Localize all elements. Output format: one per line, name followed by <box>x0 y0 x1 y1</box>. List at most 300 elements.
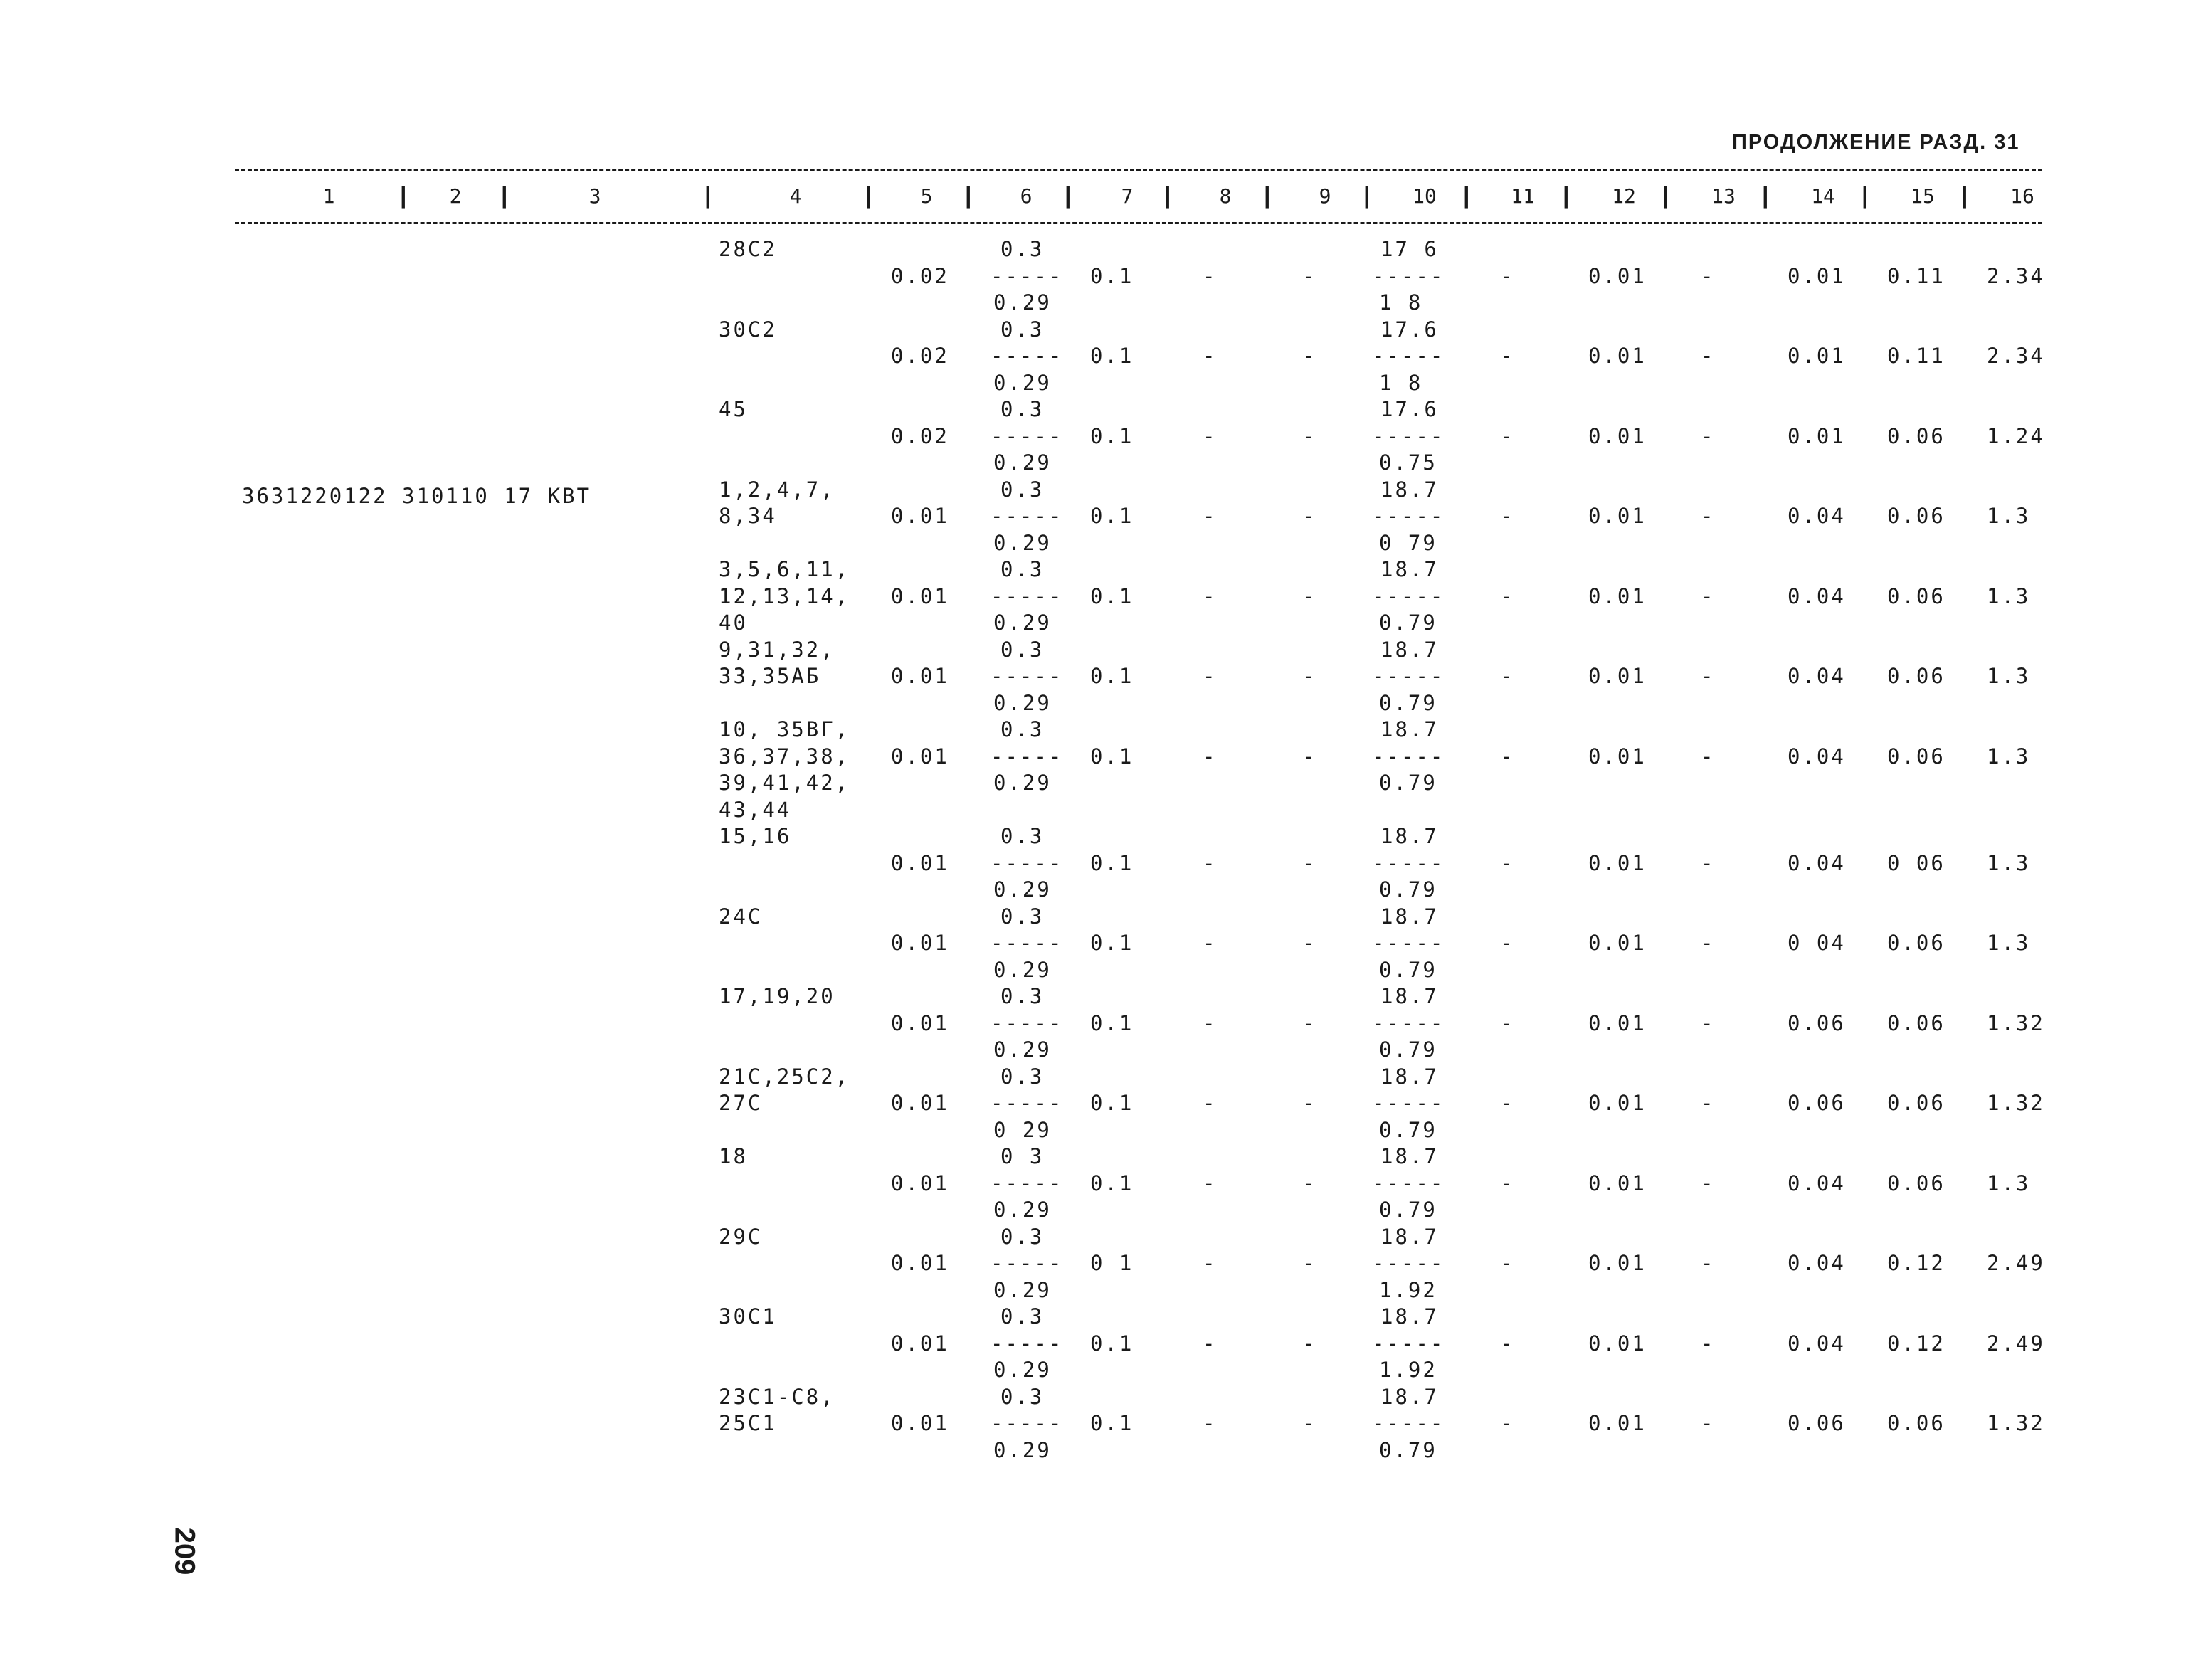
cell-col7: 0.1 <box>1090 850 1134 875</box>
cell-col6-denominator: 0.29 <box>993 1037 1052 1062</box>
cell-col13: - <box>1701 263 1716 288</box>
cell-col10-denominator: 0.79 <box>1379 1437 1437 1462</box>
column-number-7: 7 <box>1121 184 1134 208</box>
cell-col10-numerator: 18.7 <box>1380 717 1439 741</box>
cell-col5: 0.01 <box>891 504 949 528</box>
fraction-bar: ----- <box>991 744 1064 768</box>
row-designation: 30С1 <box>719 1304 777 1328</box>
row-designation: 18 <box>719 1144 748 1168</box>
cell-col12: 0.01 <box>1588 504 1647 528</box>
cell-col14: 0.04 <box>1788 1331 1846 1356</box>
column-number-2: 2 <box>449 184 462 208</box>
cell-col7: 0.1 <box>1090 1411 1134 1435</box>
fraction-bar: ----- <box>991 931 1064 955</box>
cell-col10-numerator: 18.7 <box>1380 1224 1439 1249</box>
cell-col14: 0.01 <box>1788 263 1846 288</box>
fraction-bar: ----- <box>1372 1411 1445 1435</box>
cell-col12: 0.01 <box>1588 850 1647 875</box>
fraction-bar: ----- <box>991 1171 1064 1195</box>
column-number-13: 13 <box>1711 184 1736 208</box>
column-separator: | <box>1662 182 1669 209</box>
column-number-8: 8 <box>1219 184 1232 208</box>
fraction-bar: ----- <box>991 263 1064 288</box>
fraction-bar: ----- <box>1372 664 1445 688</box>
column-separator: | <box>1065 182 1072 209</box>
fraction-bar: ----- <box>991 850 1064 875</box>
cell-col6-numerator: 0.3 <box>1000 397 1045 421</box>
cell-col13: - <box>1701 664 1716 688</box>
cell-col15: 0.06 <box>1887 744 1945 768</box>
cell-col14: 0.06 <box>1788 1010 1846 1035</box>
fraction-bar: ----- <box>1372 744 1445 768</box>
row-designation: 40 <box>719 611 748 635</box>
column-separator: | <box>1164 182 1171 209</box>
column-separator: | <box>1961 182 1968 209</box>
cell-col8: - <box>1203 850 1218 875</box>
cell-col7: 0.1 <box>1090 1010 1134 1035</box>
cell-col7: 0.1 <box>1090 744 1134 768</box>
cell-col15: 0.06 <box>1887 423 1945 448</box>
column-separator: | <box>1563 182 1570 209</box>
cell-col6-denominator: 0.29 <box>993 370 1052 395</box>
cell-col10-numerator: 18.7 <box>1380 984 1439 1008</box>
column-number-9: 9 <box>1319 184 1331 208</box>
cell-col6-numerator: 0.3 <box>1000 824 1045 848</box>
cell-col9: - <box>1302 850 1317 875</box>
cell-col5: 0.01 <box>891 1010 949 1035</box>
cell-col8: - <box>1203 583 1218 608</box>
cell-col11: - <box>1500 1171 1515 1195</box>
cell-col12: 0.01 <box>1588 1331 1647 1356</box>
cell-col9: - <box>1302 1331 1317 1356</box>
cell-col16: 2.49 <box>1987 1251 2045 1275</box>
cell-col11: - <box>1500 263 1515 288</box>
column-number-16: 16 <box>2010 184 2034 208</box>
cell-col9: - <box>1302 423 1317 448</box>
cell-col9: - <box>1302 583 1317 608</box>
cell-col9: - <box>1302 744 1317 768</box>
cell-col6-numerator: 0.3 <box>1000 237 1045 261</box>
cell-col16: 1.32 <box>1987 1411 2045 1435</box>
cell-col5: 0.02 <box>891 263 949 288</box>
cell-col6-numerator: 0.3 <box>1000 557 1045 581</box>
cell-col16: 1.3 <box>1987 850 2031 875</box>
cell-col15: 0 06 <box>1887 850 1945 875</box>
cell-col7: 0.1 <box>1090 1171 1134 1195</box>
cell-col12: 0.01 <box>1588 583 1647 608</box>
cell-col12: 0.01 <box>1588 1171 1647 1195</box>
cell-col8: - <box>1203 1411 1218 1435</box>
cell-col8: - <box>1203 1091 1218 1115</box>
cell-col16: 1.24 <box>1987 423 2045 448</box>
cell-col14: 0.04 <box>1788 504 1846 528</box>
cell-col8: - <box>1203 1251 1218 1275</box>
column-separator: | <box>704 182 712 209</box>
cell-col14: 0 04 <box>1788 931 1846 955</box>
column-number-10: 10 <box>1413 184 1437 208</box>
fraction-bar: ----- <box>1372 1010 1445 1035</box>
cell-col10-numerator: 18.7 <box>1380 1384 1439 1409</box>
cell-col15: 0.12 <box>1887 1251 1945 1275</box>
cell-col10-numerator: 17.6 <box>1380 397 1439 421</box>
cell-col12: 0.01 <box>1588 744 1647 768</box>
cell-col8: - <box>1203 504 1218 528</box>
cell-col6-numerator: 0.3 <box>1000 1304 1045 1328</box>
cell-col5: 0.01 <box>891 931 949 955</box>
fraction-bar: ----- <box>1372 344 1445 368</box>
cell-col13: - <box>1701 850 1716 875</box>
cell-col10-numerator: 18.7 <box>1380 1144 1439 1168</box>
cell-col13: - <box>1701 931 1716 955</box>
cell-col10-numerator: 18.7 <box>1380 1304 1439 1328</box>
cell-col7: 0.1 <box>1090 504 1134 528</box>
row-designation: 28С2 <box>719 237 777 261</box>
page-number: 209 <box>169 1527 201 1575</box>
column-separator: | <box>1264 182 1271 209</box>
fraction-bar: ----- <box>991 664 1064 688</box>
cell-col11: - <box>1500 744 1515 768</box>
cell-col16: 1.3 <box>1987 1171 2031 1195</box>
column-separator: | <box>501 182 508 209</box>
cell-col9: - <box>1302 1010 1317 1035</box>
cell-col9: - <box>1302 1091 1317 1115</box>
cell-col6-denominator: 0.29 <box>993 771 1052 795</box>
cell-col8: - <box>1203 1171 1218 1195</box>
cell-col10-denominator: 0.79 <box>1379 1037 1437 1062</box>
fraction-bar: ----- <box>991 1251 1064 1275</box>
cell-col8: - <box>1203 1331 1218 1356</box>
cell-col6-numerator: 0.3 <box>1000 317 1045 342</box>
column-separator: | <box>1363 182 1371 209</box>
cell-col16: 2.34 <box>1987 263 2045 288</box>
cell-col6-denominator: 0.29 <box>993 611 1052 635</box>
cell-col10-numerator: 17 6 <box>1380 237 1439 261</box>
column-separator: | <box>1862 182 1869 209</box>
cell-col13: - <box>1701 1411 1716 1435</box>
cell-col12: 0.01 <box>1588 263 1647 288</box>
cell-col12: 0.01 <box>1588 344 1647 368</box>
column-number-6: 6 <box>1020 184 1033 208</box>
cell-col13: - <box>1701 1091 1716 1115</box>
fraction-bar: ----- <box>1372 1091 1445 1115</box>
cell-col12: 0.01 <box>1588 931 1647 955</box>
column-number-14: 14 <box>1811 184 1835 208</box>
cell-col15: 0.06 <box>1887 1411 1945 1435</box>
column-separator: | <box>1463 182 1470 209</box>
cell-col7: 0 1 <box>1090 1251 1134 1275</box>
fraction-bar: ----- <box>991 423 1064 448</box>
cell-col15: 0.06 <box>1887 583 1945 608</box>
fraction-bar: ----- <box>1372 1331 1445 1356</box>
column-separator: | <box>865 182 872 209</box>
cell-col6-denominator: 0.29 <box>993 877 1052 902</box>
cell-col7: 0.1 <box>1090 423 1134 448</box>
fraction-bar: ----- <box>991 504 1064 528</box>
cell-col7: 0.1 <box>1090 1091 1134 1115</box>
fraction-bar: ----- <box>1372 850 1445 875</box>
cell-col6-denominator: 0.29 <box>993 450 1052 475</box>
cell-col13: - <box>1701 423 1716 448</box>
cell-col11: - <box>1500 931 1515 955</box>
cell-col15: 0.06 <box>1887 1091 1945 1115</box>
cell-col11: - <box>1500 1411 1515 1435</box>
cell-col11: - <box>1500 504 1515 528</box>
cell-col11: - <box>1500 423 1515 448</box>
cell-col6-numerator: 0.3 <box>1000 984 1045 1008</box>
cell-col10-numerator: 18.7 <box>1380 824 1439 848</box>
cell-col9: - <box>1302 504 1317 528</box>
row-designation: 15,16 <box>719 824 792 848</box>
cell-col7: 0.1 <box>1090 931 1134 955</box>
cell-col7: 0.1 <box>1090 664 1134 688</box>
cell-col15: 0.06 <box>1887 504 1945 528</box>
row-designation: 33,35АБ <box>719 664 821 688</box>
cell-col13: - <box>1701 583 1716 608</box>
cell-col16: 1.3 <box>1987 931 2031 955</box>
cell-col6-denominator: 0.29 <box>993 1437 1052 1462</box>
cell-col16: 1.32 <box>1987 1091 2045 1115</box>
cell-col14: 0.04 <box>1788 583 1846 608</box>
cell-col6-denominator: 0.29 <box>993 1277 1052 1302</box>
cell-col10-denominator: 0.79 <box>1379 771 1437 795</box>
cell-col14: 0.04 <box>1788 850 1846 875</box>
row-designation: 8,34 <box>719 504 777 528</box>
cell-col14: 0.01 <box>1788 423 1846 448</box>
cell-col10-denominator: 1 8 <box>1379 290 1423 315</box>
cell-col5: 0.01 <box>891 850 949 875</box>
cell-col8: - <box>1203 1010 1218 1035</box>
cell-col16: 1.3 <box>1987 744 2031 768</box>
row-designation: 43,44 <box>719 797 792 822</box>
fraction-bar: ----- <box>991 1010 1064 1035</box>
fraction-bar: ----- <box>1372 1251 1445 1275</box>
fraction-bar: ----- <box>991 1091 1064 1115</box>
row-designation: 23С1-С8, <box>719 1384 835 1409</box>
cell-col6-numerator: 0.3 <box>1000 477 1045 502</box>
cell-col6-denominator: 0.29 <box>993 690 1052 715</box>
cell-col6-denominator: 0.29 <box>993 957 1052 982</box>
cell-col13: - <box>1701 1010 1716 1035</box>
fraction-bar: ----- <box>1372 583 1445 608</box>
cell-col6-numerator: 0.3 <box>1000 1064 1045 1089</box>
cell-col12: 0.01 <box>1588 664 1647 688</box>
cell-col6-numerator: 0.3 <box>1000 717 1045 741</box>
cell-col10-denominator: 1.92 <box>1379 1358 1437 1382</box>
cell-col9: - <box>1302 263 1317 288</box>
cell-col13: - <box>1701 504 1716 528</box>
cell-col13: - <box>1701 1171 1716 1195</box>
cell-col6-numerator: 0.3 <box>1000 637 1045 662</box>
column-number-3: 3 <box>588 184 601 208</box>
section-title: ПРОДОЛЖЕНИЕ РАЗД. 31 <box>1732 131 2020 154</box>
cell-col10-denominator: 0.79 <box>1379 611 1437 635</box>
fraction-bar: ----- <box>1372 504 1445 528</box>
cell-col5: 0.01 <box>891 744 949 768</box>
header-bottom-rule <box>235 222 2042 224</box>
row-designation: 36,37,38, <box>719 744 850 768</box>
cell-col14: 0.06 <box>1788 1411 1846 1435</box>
cell-col10-denominator: 1.92 <box>1379 1277 1437 1302</box>
cell-col12: 0.01 <box>1588 1251 1647 1275</box>
cell-col13: - <box>1701 744 1716 768</box>
row-designation: 27С <box>719 1091 763 1115</box>
cell-col10-denominator: 0.79 <box>1379 877 1437 902</box>
cell-col15: 0.12 <box>1887 1331 1945 1356</box>
row-designation: 3,5,6,11, <box>719 557 850 581</box>
cell-col11: - <box>1500 1251 1515 1275</box>
cell-col5: 0.01 <box>891 1331 949 1356</box>
cell-col11: - <box>1500 850 1515 875</box>
cell-col8: - <box>1203 931 1218 955</box>
row-designation: 45 <box>719 397 748 421</box>
cell-col11: - <box>1500 583 1515 608</box>
row-designation: 21С,25С2, <box>719 1064 850 1089</box>
cell-col16: 1.3 <box>1987 504 2031 528</box>
cell-col12: 0.01 <box>1588 1010 1647 1035</box>
cell-col10-numerator: 18.7 <box>1380 557 1439 581</box>
row-designation: 1,2,4,7, <box>719 477 835 502</box>
fraction-bar: ----- <box>991 583 1064 608</box>
cell-col14: 0.04 <box>1788 664 1846 688</box>
cell-col6-numerator: 0 3 <box>1000 1144 1045 1168</box>
cell-col10-numerator: 18.7 <box>1380 477 1439 502</box>
cell-col14: 0.01 <box>1788 344 1846 368</box>
cell-col14: 0.04 <box>1788 1251 1846 1275</box>
cell-col5: 0.01 <box>891 583 949 608</box>
fraction-bar: ----- <box>1372 931 1445 955</box>
fraction-bar: ----- <box>991 1331 1064 1356</box>
cell-col5: 0.01 <box>891 1091 949 1115</box>
cell-col8: - <box>1203 344 1218 368</box>
cell-col11: - <box>1500 664 1515 688</box>
cell-col11: - <box>1500 1010 1515 1035</box>
cell-col15: 0.11 <box>1887 263 1945 288</box>
column-separator: | <box>1762 182 1769 209</box>
cell-col13: - <box>1701 344 1716 368</box>
cell-col16: 1.32 <box>1987 1010 2045 1035</box>
cell-col7: 0.1 <box>1090 263 1134 288</box>
cell-col10-denominator: 0.79 <box>1379 957 1437 982</box>
cell-col8: - <box>1203 664 1218 688</box>
cell-col9: - <box>1302 344 1317 368</box>
cell-col7: 0.1 <box>1090 583 1134 608</box>
row-designation: 30С2 <box>719 317 777 342</box>
cell-col11: - <box>1500 1091 1515 1115</box>
cell-col7: 0.1 <box>1090 344 1134 368</box>
cell-col13: - <box>1701 1251 1716 1275</box>
cell-col6-numerator: 0.3 <box>1000 904 1045 929</box>
cell-col14: 0.06 <box>1788 1091 1846 1115</box>
cell-col9: - <box>1302 664 1317 688</box>
column-number-1: 1 <box>322 184 335 208</box>
column-number-4: 4 <box>789 184 802 208</box>
cell-col5: 0.01 <box>891 1171 949 1195</box>
cell-col9: - <box>1302 1411 1317 1435</box>
cell-col7: 0.1 <box>1090 1331 1134 1356</box>
column-number-11: 11 <box>1511 184 1535 208</box>
cell-col10-denominator: 0.79 <box>1379 1198 1437 1222</box>
cell-col15: 0.06 <box>1887 1171 1945 1195</box>
cell-col9: - <box>1302 1251 1317 1275</box>
cell-col15: 0.06 <box>1887 931 1945 955</box>
cell-col16: 2.34 <box>1987 344 2045 368</box>
cell-col8: - <box>1203 744 1218 768</box>
header-top-rule <box>235 169 2042 171</box>
row-designation: 10, 35ВГ, <box>719 717 850 741</box>
cell-col15: 0.11 <box>1887 344 1945 368</box>
cell-col10-denominator: 0 79 <box>1379 530 1437 555</box>
column-number-5: 5 <box>920 184 933 208</box>
cell-col6-denominator: 0.29 <box>993 290 1052 315</box>
row-designation: 9,31,32, <box>719 637 835 662</box>
fraction-bar: ----- <box>991 1411 1064 1435</box>
cell-col13: - <box>1701 1331 1716 1356</box>
column-number-15: 15 <box>1911 184 1935 208</box>
cell-col6-denominator: 0 29 <box>993 1117 1052 1142</box>
fraction-bar: ----- <box>1372 263 1445 288</box>
column-separator: | <box>400 182 407 209</box>
row-designation: 25С1 <box>719 1411 777 1435</box>
cell-col9: - <box>1302 1171 1317 1195</box>
group-label: 3631220122 310110 17 КВТ <box>242 484 592 508</box>
cell-col16: 1.3 <box>1987 583 2031 608</box>
cell-col12: 0.01 <box>1588 1411 1647 1435</box>
cell-col6-denominator: 0.29 <box>993 1198 1052 1222</box>
column-separator: | <box>965 182 972 209</box>
cell-col8: - <box>1203 423 1218 448</box>
cell-col14: 0.04 <box>1788 744 1846 768</box>
cell-col6-denominator: 0.29 <box>993 1358 1052 1382</box>
row-designation: 39,41,42, <box>719 771 850 795</box>
cell-col16: 1.3 <box>1987 664 2031 688</box>
fraction-bar: ----- <box>1372 423 1445 448</box>
cell-col11: - <box>1500 1331 1515 1356</box>
cell-col5: 0.01 <box>891 664 949 688</box>
cell-col10-denominator: 0.75 <box>1379 450 1437 475</box>
row-designation: 17,19,20 <box>719 984 835 1008</box>
cell-col16: 2.49 <box>1987 1331 2045 1356</box>
row-designation: 29С <box>719 1224 763 1249</box>
row-designation: 24С <box>719 904 763 929</box>
cell-col10-numerator: 17.6 <box>1380 317 1439 342</box>
cell-col5: 0.02 <box>891 344 949 368</box>
cell-col12: 0.01 <box>1588 423 1647 448</box>
cell-col5: 0.02 <box>891 423 949 448</box>
cell-col14: 0.04 <box>1788 1171 1846 1195</box>
row-designation: 12,13,14, <box>719 583 850 608</box>
cell-col10-denominator: 0.79 <box>1379 690 1437 715</box>
cell-col6-numerator: 0.3 <box>1000 1384 1045 1409</box>
cell-col10-numerator: 18.7 <box>1380 904 1439 929</box>
cell-col10-numerator: 18.7 <box>1380 637 1439 662</box>
cell-col10-denominator: 1 8 <box>1379 370 1423 395</box>
cell-col8: - <box>1203 263 1218 288</box>
cell-col15: 0.06 <box>1887 1010 1945 1035</box>
cell-col5: 0.01 <box>891 1251 949 1275</box>
cell-col9: - <box>1302 931 1317 955</box>
cell-col6-denominator: 0.29 <box>993 530 1052 555</box>
cell-col6-numerator: 0.3 <box>1000 1224 1045 1249</box>
cell-col15: 0.06 <box>1887 664 1945 688</box>
cell-col10-numerator: 18.7 <box>1380 1064 1439 1089</box>
cell-col12: 0.01 <box>1588 1091 1647 1115</box>
cell-col11: - <box>1500 344 1515 368</box>
fraction-bar: ----- <box>1372 1171 1445 1195</box>
column-number-12: 12 <box>1612 184 1636 208</box>
fraction-bar: ----- <box>991 344 1064 368</box>
cell-col5: 0.01 <box>891 1411 949 1435</box>
cell-col10-denominator: 0.79 <box>1379 1117 1437 1142</box>
